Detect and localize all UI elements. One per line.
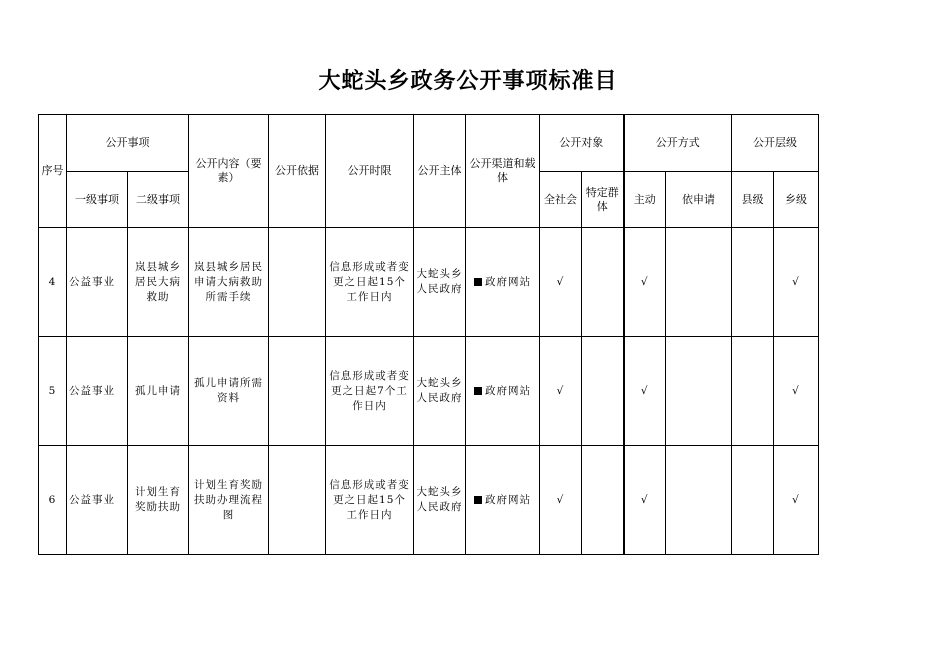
cell-target-specific	[582, 228, 624, 337]
cell-level-county	[732, 446, 774, 555]
cell-level2: 岚县城乡居民大病救助	[128, 228, 189, 337]
header-level-county: 县级	[732, 172, 774, 228]
header-method: 公开方式	[624, 115, 732, 172]
table-row	[39, 446, 819, 555]
cell-channel	[466, 446, 540, 555]
header-target-all: 全社会	[540, 172, 582, 228]
cell-content: 岚县城乡居民申请大病救助所需手续	[189, 228, 269, 337]
header-basis: 公开依据	[269, 115, 326, 228]
bullet-square-icon	[474, 278, 482, 286]
channel-label: 政府网站	[485, 275, 531, 288]
cell-level2: 计划生育奖励扶助	[128, 446, 189, 555]
cell-content: 孤儿申请所需资料	[189, 337, 269, 446]
header-row-1	[39, 115, 819, 172]
cell-target-all: √	[540, 446, 582, 555]
cell-target-specific	[582, 337, 624, 446]
cell-level-county	[732, 228, 774, 337]
cell-channel	[466, 228, 540, 337]
cell-content: 计划生育奖励扶助办理流程图	[189, 446, 269, 555]
cell-channel	[466, 337, 540, 446]
cell-level-county	[732, 337, 774, 446]
cell-subject: 大蛇头乡人民政府	[414, 446, 466, 555]
cell-basis	[269, 228, 326, 337]
cell-target-all: √	[540, 228, 582, 337]
page-title: 大蛇头乡政务公开事项标准目	[318, 69, 618, 94]
header-level: 公开层级	[732, 115, 819, 172]
cell-seq: 4	[39, 228, 67, 337]
cell-subject: 大蛇头乡人民政府	[414, 228, 466, 337]
cell-time-limit: 信息形成或者变更之日起15个工作日内	[326, 446, 414, 555]
bullet-square-icon	[474, 387, 482, 395]
header-target: 公开对象	[540, 115, 624, 172]
header-level2: 二级事项	[128, 172, 189, 228]
header-time-limit: 公开时限	[326, 115, 414, 228]
cell-method-active: √	[624, 228, 666, 337]
header-subject: 公开主体	[414, 115, 466, 228]
cell-method-request	[666, 446, 732, 555]
cell-method-active: √	[624, 337, 666, 446]
cell-level1: 公益事业	[67, 446, 128, 555]
table-row	[39, 337, 819, 446]
cell-seq: 6	[39, 446, 67, 555]
header-content: 公开内容（要素）	[189, 115, 269, 228]
cell-level1: 公益事业	[67, 228, 128, 337]
cell-method-active: √	[624, 446, 666, 555]
cell-basis	[269, 337, 326, 446]
table-row	[39, 228, 819, 337]
cell-time-limit: 信息形成或者变更之日起15个工作日内	[326, 228, 414, 337]
channel-label: 政府网站	[485, 384, 531, 397]
cell-level1: 公益事业	[67, 337, 128, 446]
header-public-items: 公开事项	[67, 115, 189, 172]
cell-level-township: √	[774, 228, 819, 337]
cell-subject: 大蛇头乡人民政府	[414, 337, 466, 446]
header-target-specific: 特定群体	[582, 172, 624, 228]
cell-target-specific	[582, 446, 624, 555]
cell-target-all: √	[540, 337, 582, 446]
cell-level-township: √	[774, 446, 819, 555]
header-method-request: 依申请	[666, 172, 732, 228]
header-level-township: 乡级	[774, 172, 819, 228]
header-seq: 序号	[39, 115, 67, 228]
cell-time-limit: 信息形成或者变更之日起7个工作日内	[326, 337, 414, 446]
cell-level-township: √	[774, 337, 819, 446]
header-channel: 公开渠道和载体	[466, 115, 540, 228]
cell-basis	[269, 446, 326, 555]
catalog-table	[38, 114, 819, 555]
cell-seq: 5	[39, 337, 67, 446]
header-level1: 一级事项	[67, 172, 128, 228]
cell-level2: 孤儿申请	[128, 337, 189, 446]
cell-method-request	[666, 337, 732, 446]
channel-label: 政府网站	[485, 493, 531, 506]
header-method-active: 主动	[624, 172, 666, 228]
cell-method-request	[666, 228, 732, 337]
bullet-square-icon	[474, 496, 482, 504]
